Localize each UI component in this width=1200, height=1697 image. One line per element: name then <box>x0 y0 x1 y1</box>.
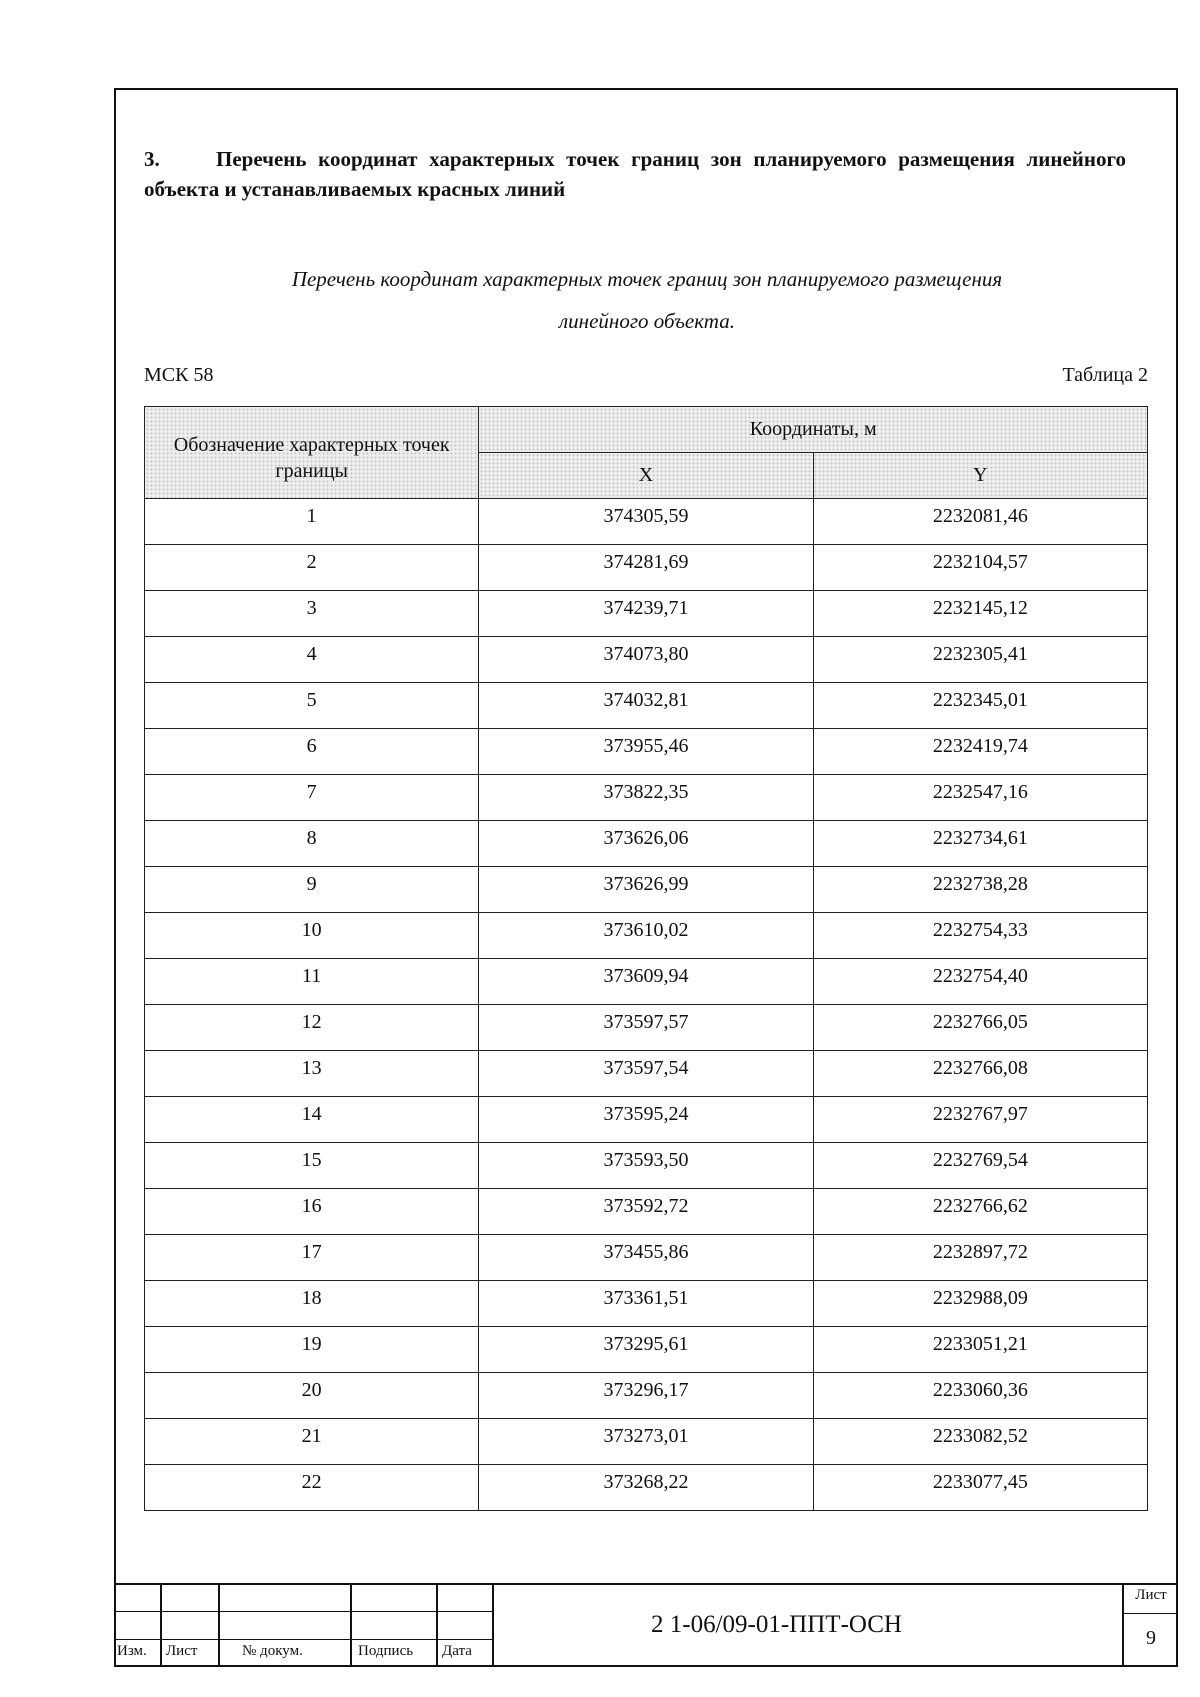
x-coordinate-cell: 374281,69 <box>479 545 813 591</box>
y-coordinate-cell: 2232419,74 <box>813 729 1147 775</box>
x-coordinate-cell: 373273,01 <box>479 1419 813 1465</box>
x-coordinate-cell: 373455,86 <box>479 1235 813 1281</box>
table-row <box>145 729 1148 775</box>
point-number-cell: 12 <box>145 1005 479 1051</box>
x-coordinate-cell: 373592,72 <box>479 1189 813 1235</box>
coordinates-table <box>144 406 1148 1511</box>
table-caption-line-2: линейного объекта. <box>559 309 735 333</box>
y-coordinate-cell: 2232104,57 <box>813 545 1147 591</box>
table-body <box>145 499 1148 1511</box>
point-number-cell: 6 <box>145 729 479 775</box>
y-coordinate-cell: 2232766,62 <box>813 1189 1147 1235</box>
y-coordinate-cell: 2232769,54 <box>813 1143 1147 1189</box>
y-coordinate-cell: 2232897,72 <box>813 1235 1147 1281</box>
x-coordinate-cell: 373955,46 <box>479 729 813 775</box>
table-row <box>145 545 1148 591</box>
point-number-cell: 19 <box>145 1327 479 1373</box>
y-coordinate-cell: 2232734,61 <box>813 821 1147 867</box>
table-row <box>145 637 1148 683</box>
point-number-cell: 4 <box>145 637 479 683</box>
x-coordinate-cell: 373597,54 <box>479 1051 813 1097</box>
table-row <box>145 1005 1148 1051</box>
point-number-cell: 2 <box>145 545 479 591</box>
x-coordinate-cell: 373610,02 <box>479 913 813 959</box>
point-number-cell: 17 <box>145 1235 479 1281</box>
table-number-label: Таблица 2 <box>1062 364 1148 386</box>
header-coordinates: Координаты, м <box>479 407 1148 453</box>
point-number-cell: 21 <box>145 1419 479 1465</box>
header-designation: Обозначение характерных точек границы <box>145 407 479 499</box>
y-coordinate-cell: 2232767,97 <box>813 1097 1147 1143</box>
document-code: 2 1-06/09-01-ППТ-ОСН <box>651 1611 902 1638</box>
stamp-col-doc: № докум. <box>242 1643 303 1659</box>
y-coordinate-cell: 2232754,40 <box>813 959 1147 1005</box>
x-coordinate-cell: 373268,22 <box>479 1465 813 1511</box>
x-coordinate-cell: 373295,61 <box>479 1327 813 1373</box>
table-caption <box>144 258 1150 342</box>
y-coordinate-cell: 2233060,36 <box>813 1373 1147 1419</box>
x-coordinate-cell: 373593,50 <box>479 1143 813 1189</box>
point-number-cell: 8 <box>145 821 479 867</box>
point-number-cell: 9 <box>145 867 479 913</box>
y-coordinate-cell: 2232766,08 <box>813 1051 1147 1097</box>
header-x: X <box>479 453 813 499</box>
x-coordinate-cell: 374305,59 <box>479 499 813 545</box>
y-coordinate-cell: 2233077,45 <box>813 1465 1147 1511</box>
sheet-number: 9 <box>1146 1627 1156 1649</box>
point-number-cell: 22 <box>145 1465 479 1511</box>
section-number: 3. <box>144 147 160 171</box>
title-block-stamp <box>114 1583 1178 1667</box>
stamp-col-izm: Изм. <box>117 1643 147 1659</box>
x-coordinate-cell: 373626,06 <box>479 821 813 867</box>
point-number-cell: 11 <box>145 959 479 1005</box>
point-number-cell: 7 <box>145 775 479 821</box>
table-row <box>145 959 1148 1005</box>
table-row <box>145 591 1148 637</box>
table-row <box>145 1465 1148 1511</box>
y-coordinate-cell: 2232988,09 <box>813 1281 1147 1327</box>
point-number-cell: 3 <box>145 591 479 637</box>
point-number-cell: 18 <box>145 1281 479 1327</box>
x-coordinate-cell: 373822,35 <box>479 775 813 821</box>
stamp-col-date: Дата <box>442 1643 472 1659</box>
table-row <box>145 1419 1148 1465</box>
point-number-cell: 20 <box>145 1373 479 1419</box>
header-y: Y <box>813 453 1147 499</box>
section-title: Перечень координат характерных точек границ зон планируемого размещения линейного объекта и устанавливаемых красных линий <box>144 147 1126 201</box>
x-coordinate-cell: 373361,51 <box>479 1281 813 1327</box>
x-coordinate-cell: 373626,99 <box>479 867 813 913</box>
x-coordinate-cell: 373597,57 <box>479 1005 813 1051</box>
point-number-cell: 10 <box>145 913 479 959</box>
table-row <box>145 1189 1148 1235</box>
y-coordinate-cell: 2232547,16 <box>813 775 1147 821</box>
section-heading <box>144 144 1126 204</box>
y-coordinate-cell: 2233082,52 <box>813 1419 1147 1465</box>
y-coordinate-cell: 2232766,05 <box>813 1005 1147 1051</box>
x-coordinate-cell: 373609,94 <box>479 959 813 1005</box>
y-coordinate-cell: 2232305,41 <box>813 637 1147 683</box>
table-row <box>145 1051 1148 1097</box>
y-coordinate-cell: 2232754,33 <box>813 913 1147 959</box>
table-caption-line-1: Перечень координат характерных точек границ зон планируемого размещения <box>291 267 1003 291</box>
stamp-col-sign: Подпись <box>358 1643 414 1659</box>
point-number-cell: 5 <box>145 683 479 729</box>
point-number-cell: 1 <box>145 499 479 545</box>
y-coordinate-cell: 2232345,01 <box>813 683 1147 729</box>
point-number-cell: 15 <box>145 1143 479 1189</box>
table-row <box>145 1327 1148 1373</box>
table-row <box>145 1235 1148 1281</box>
table-row <box>145 1097 1148 1143</box>
y-coordinate-cell: 2232738,28 <box>813 867 1147 913</box>
x-coordinate-cell: 374032,81 <box>479 683 813 729</box>
table-row <box>145 913 1148 959</box>
table-row <box>145 499 1148 545</box>
point-number-cell: 13 <box>145 1051 479 1097</box>
sheet-label: Лист <box>1135 1587 1167 1603</box>
y-coordinate-cell: 2232081,46 <box>813 499 1147 545</box>
point-number-cell: 16 <box>145 1189 479 1235</box>
table-row <box>145 867 1148 913</box>
y-coordinate-cell: 2233051,21 <box>813 1327 1147 1373</box>
table-row <box>145 821 1148 867</box>
coordinate-system-label: МСК 58 <box>144 364 214 386</box>
x-coordinate-cell: 374239,71 <box>479 591 813 637</box>
stamp-col-list: Лист <box>166 1643 198 1659</box>
x-coordinate-cell: 374073,80 <box>479 637 813 683</box>
table-row <box>145 683 1148 729</box>
y-coordinate-cell: 2232145,12 <box>813 591 1147 637</box>
x-coordinate-cell: 373595,24 <box>479 1097 813 1143</box>
table-row <box>145 1373 1148 1419</box>
table-row <box>145 1281 1148 1327</box>
point-number-cell: 14 <box>145 1097 479 1143</box>
table-row <box>145 775 1148 821</box>
table-row <box>145 1143 1148 1189</box>
x-coordinate-cell: 373296,17 <box>479 1373 813 1419</box>
